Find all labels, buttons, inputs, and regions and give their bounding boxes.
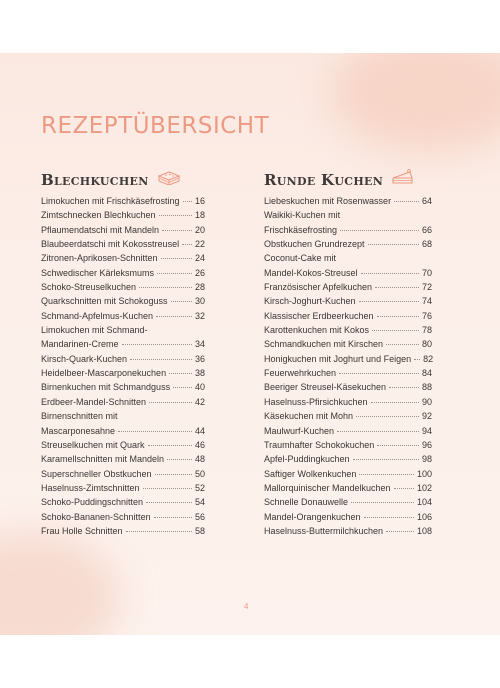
recipe-page-number: 108 (416, 525, 432, 536)
recipe-row (264, 524, 432, 538)
recipe-entry-line (41, 323, 205, 337)
recipe-entry[interactable] (264, 294, 432, 308)
recipe-page-number: 70 (421, 267, 432, 278)
section-heading-label: Blechkuchen (41, 170, 149, 189)
recipe-name: Käsekuchen mit Mohn (264, 411, 354, 422)
recipe-entry[interactable] (264, 395, 432, 409)
dot-leader (337, 431, 419, 432)
dot-leader (161, 258, 192, 259)
recipe-name: Blaubeerdatschi mit Kokosstreusel (41, 239, 180, 250)
recipe-page-number: 106 (416, 511, 432, 522)
recipe-row (41, 309, 205, 323)
recipe-name: Quarkschnitten mit Schokoguss (41, 296, 168, 307)
recipe-name: Beeriger Streusel-Käsekuchen (264, 382, 387, 393)
dot-leader (356, 416, 419, 417)
recipe-page-number: 36 (194, 353, 205, 364)
recipe-page-number: 22 (194, 239, 205, 250)
recipe-page-number: 90 (421, 396, 432, 407)
recipe-row (41, 223, 205, 237)
cake-slice-icon (391, 169, 415, 190)
recipe-name: Heidelbeer-Mascarponekuchen (41, 368, 167, 379)
dot-leader (122, 344, 192, 345)
dot-leader (162, 230, 192, 231)
recipe-name: Haselnuss-Zimtschnitten (41, 482, 140, 493)
recipe-entry[interactable] (264, 481, 432, 495)
recipe-entry[interactable] (41, 438, 205, 452)
recipe-page-number: 26 (194, 267, 205, 278)
recipe-name: Apfel-Puddingkuchen (264, 454, 350, 465)
recipe-entry[interactable] (41, 280, 205, 294)
recipe-page-number: 16 (194, 196, 205, 206)
recipe-page-number: 104 (416, 497, 432, 508)
recipe-row (264, 309, 432, 323)
recipe-name: Obstkuchen Grundrezept (264, 239, 365, 250)
recipe-row (41, 352, 205, 366)
recipe-name: Streuselkuchen mit Quark (41, 439, 145, 450)
recipe-page-number: 46 (194, 439, 205, 450)
dot-leader (377, 316, 419, 317)
recipe-page-number: 82 (423, 353, 434, 364)
dot-leader (375, 287, 419, 288)
recipe-page-number: 30 (194, 296, 205, 307)
recipe-page-number: 78 (421, 325, 432, 336)
recipe-row (264, 495, 432, 509)
recipe-row (41, 380, 205, 394)
recipe-entry[interactable] (41, 352, 205, 366)
recipe-page-number: 24 (194, 253, 205, 264)
dot-leader (368, 244, 419, 245)
recipe-name: Erdbeer-Mandel-Schnitten (41, 396, 147, 407)
recipe-name: Traumhafter Schokokuchen (264, 439, 375, 450)
recipe-name: Schnelle Donauwelle (264, 497, 349, 508)
recipe-page-number: 44 (194, 425, 205, 436)
recipe-entry[interactable] (264, 309, 432, 323)
dot-leader (167, 459, 192, 460)
recipe-name: Feuerwehrkuchen (264, 368, 337, 379)
recipe-row (41, 452, 205, 466)
recipe-name: Schmandkuchen mit Kirschen (264, 339, 384, 350)
section-heading-label: Runde Kuchen (264, 170, 384, 189)
recipe-page-number: 42 (194, 396, 205, 407)
recipe-name: Limokuchen mit Frischkäsefrosting (41, 196, 180, 206)
recipe-page-number: 18 (194, 210, 205, 221)
recipe-entry-line (264, 208, 432, 222)
recipe-entry[interactable] (41, 452, 205, 466)
recipe-page-number: 76 (421, 310, 432, 321)
recipe-page-number: 96 (421, 439, 432, 450)
recipe-entry[interactable] (41, 337, 205, 351)
page-title: REZEPTÜBERSICHT (41, 113, 270, 139)
recipe-name: Französischer Apfelkuchen (264, 282, 373, 293)
dot-leader (340, 230, 419, 231)
recipe-row (41, 438, 205, 452)
recipe-page-number: 38 (194, 368, 205, 379)
recipe-page-number: 32 (194, 310, 205, 321)
recipe-entry[interactable] (264, 237, 432, 251)
recipe-entry[interactable] (41, 223, 205, 237)
recipe-entry[interactable] (264, 424, 432, 438)
recipe-entry[interactable] (264, 409, 432, 423)
recipe-page-number: 66 (421, 224, 432, 235)
dot-leader (126, 531, 192, 532)
recipe-name: Birnenkuchen mit Schmandguss (41, 382, 171, 393)
recipe-entry[interactable] (264, 323, 432, 337)
book-page (0, 53, 500, 635)
recipe-entry[interactable] (264, 194, 432, 208)
recipe-row (41, 424, 205, 438)
recipe-name: Schmand-Apfelmus-Kuchen (41, 310, 154, 321)
recipe-row (264, 366, 432, 380)
recipe-entry[interactable] (264, 380, 432, 394)
recipe-entry[interactable] (41, 380, 205, 394)
page-number: 4 (244, 602, 249, 611)
recipe-row (264, 352, 432, 366)
recipe-entry[interactable] (264, 280, 432, 294)
recipe-row (264, 337, 432, 351)
recipe-row (264, 510, 432, 524)
recipe-name: Karamellschnitten mit Mandeln (41, 454, 165, 465)
recipe-entry[interactable] (41, 237, 205, 251)
recipe-row (41, 280, 205, 294)
dot-leader (183, 201, 192, 202)
dot-leader (353, 459, 419, 460)
dot-leader (377, 445, 419, 446)
recipe-name: Superschneller Obstkuchen (41, 468, 152, 479)
recipe-name: Mandarinen-Creme (41, 339, 119, 350)
recipe-page-number: 54 (194, 497, 205, 508)
recipe-entry[interactable] (264, 223, 432, 237)
recipe-row (264, 237, 432, 251)
recipe-page-number: 20 (194, 224, 205, 235)
recipe-entry[interactable] (41, 510, 205, 524)
recipe-page-number: 58 (194, 525, 205, 536)
recipe-row (41, 294, 205, 308)
recipe-entry[interactable] (264, 467, 432, 481)
recipe-name: Schwedischer Kärleksmums (41, 267, 155, 278)
dot-leader (156, 316, 192, 317)
recipe-row (41, 208, 205, 222)
watercolor-blob-bottom (0, 533, 120, 635)
dot-leader (173, 387, 192, 388)
recipe-row (264, 223, 432, 237)
recipe-page-number: 64 (421, 196, 432, 206)
dot-leader (139, 287, 192, 288)
recipe-name: Mandel-Kokos-Streusel (264, 267, 358, 278)
recipe-name: Schoko-Puddingschnitten (41, 497, 144, 508)
recipe-name: Zitronen-Aprikosen-Schnitten (41, 253, 158, 264)
recipe-entry[interactable] (41, 481, 205, 495)
recipe-entry[interactable] (41, 524, 205, 538)
dot-leader (361, 273, 419, 274)
sheet-cake-icon (157, 169, 181, 190)
recipe-entry[interactable] (41, 395, 205, 409)
recipe-page-number: 34 (194, 339, 205, 350)
recipe-entry[interactable] (41, 424, 205, 438)
recipe-name: Zimtschnecken Blechkuchen (41, 210, 156, 221)
recipe-entry[interactable] (264, 266, 432, 280)
recipe-entry[interactable] (264, 510, 432, 524)
recipe-row (264, 323, 432, 337)
recipe-entry[interactable] (41, 194, 205, 208)
recipe-row (264, 467, 432, 481)
recipe-row (264, 280, 432, 294)
recipe-name-line1: Birnenschnitten mit (41, 411, 118, 422)
dot-leader (171, 301, 192, 302)
recipe-entry[interactable] (264, 366, 432, 380)
recipe-name: Mandel-Orangenkuchen (264, 511, 361, 522)
dot-leader (146, 502, 192, 503)
dot-leader (154, 517, 192, 518)
recipe-page-number: 48 (194, 454, 205, 465)
watercolor-blob-top (330, 53, 500, 153)
recipe-page-number: 84 (421, 368, 432, 379)
recipe-entry[interactable] (41, 495, 205, 509)
dot-leader (359, 301, 419, 302)
section-heading-blechkuchen (41, 169, 181, 190)
recipe-row (264, 395, 432, 409)
dot-leader (394, 488, 414, 489)
recipe-row (264, 266, 432, 280)
recipe-page-number: 28 (194, 282, 205, 293)
recipe-name: Schoko-Bananen-Schnitten (41, 511, 151, 522)
dot-leader (148, 445, 192, 446)
recipe-name: Mallorquinischer Mandelkuchen (264, 482, 391, 493)
recipe-entry[interactable] (41, 251, 205, 265)
recipe-list-blechkuchen (41, 194, 205, 538)
recipe-row (264, 481, 432, 495)
recipe-entry-line (41, 409, 205, 423)
recipe-entry[interactable] (264, 452, 432, 466)
recipe-page-number: 72 (421, 282, 432, 293)
recipe-name: Mascarponesahne (41, 425, 116, 436)
recipe-page-number: 102 (416, 482, 432, 493)
recipe-name: Frischkäsefrosting (264, 224, 338, 235)
recipe-entry[interactable] (41, 366, 205, 380)
recipe-page-number: 68 (421, 239, 432, 250)
dot-leader (339, 373, 419, 374)
recipe-page-number: 50 (194, 468, 205, 479)
recipe-name: Frau Holle Schnitten (41, 525, 123, 536)
recipe-row (41, 337, 205, 351)
recipe-row (41, 510, 205, 524)
recipe-row (41, 495, 205, 509)
recipe-entry-line (264, 251, 432, 265)
recipe-entry[interactable] (41, 294, 205, 308)
recipe-row (41, 366, 205, 380)
recipe-row (264, 452, 432, 466)
dot-leader (372, 330, 419, 331)
recipe-row (41, 524, 205, 538)
dot-leader (386, 344, 419, 345)
dot-leader (118, 431, 192, 432)
recipe-name: Saftiger Wolkenkuchen (264, 468, 357, 479)
recipe-row (264, 194, 432, 208)
dot-leader (155, 474, 192, 475)
dot-leader (414, 359, 420, 360)
dot-leader (157, 273, 192, 274)
dot-leader (143, 488, 192, 489)
recipe-row (264, 380, 432, 394)
recipe-entry[interactable] (264, 495, 432, 509)
recipe-name-line1: Limokuchen mit Schmand- (41, 325, 148, 336)
recipe-list-runde-kuchen (264, 194, 432, 538)
recipe-row (41, 237, 205, 251)
recipe-name: Schoko-Streuselkuchen (41, 282, 137, 293)
recipe-name: Pflaumendatschi mit Mandeln (41, 224, 160, 235)
recipe-name: Maulwurf-Kuchen (264, 425, 335, 436)
recipe-row (41, 194, 205, 208)
recipe-page-number: 92 (421, 411, 432, 422)
recipe-row (41, 395, 205, 409)
dot-leader (130, 359, 192, 360)
recipe-entry[interactable] (41, 266, 205, 280)
section-heading-runde-kuchen (264, 169, 415, 190)
recipe-entry[interactable] (264, 352, 432, 366)
recipe-row (264, 409, 432, 423)
dot-leader (389, 387, 419, 388)
recipe-row (264, 294, 432, 308)
recipe-page-number: 52 (194, 482, 205, 493)
recipe-name: Kirsch-Quark-Kuchen (41, 353, 128, 364)
dot-leader (182, 244, 192, 245)
recipe-page-number: 74 (421, 296, 432, 307)
recipe-entry[interactable] (264, 438, 432, 452)
recipe-page-number: 56 (194, 511, 205, 522)
recipe-name-line1: Coconut-Cake mit (264, 253, 337, 264)
recipe-name: Karottenkuchen mit Kokos (264, 325, 370, 336)
recipe-row (41, 251, 205, 265)
dot-leader (159, 215, 192, 216)
dot-leader (149, 402, 192, 403)
recipe-name: Liebeskuchen mit Rosenwasser (264, 196, 392, 206)
recipe-row (264, 424, 432, 438)
recipe-entry[interactable] (264, 337, 432, 351)
dot-leader (386, 531, 414, 532)
recipe-name: Haselnuss-Buttermilchkuchen (264, 525, 384, 536)
dot-leader (169, 373, 192, 374)
recipe-row (41, 481, 205, 495)
recipe-entry[interactable] (264, 524, 432, 538)
recipe-page-number: 94 (421, 425, 432, 436)
recipe-page-number: 98 (421, 454, 432, 465)
dot-leader (394, 201, 419, 202)
recipe-name: Kirsch-Joghurt-Kuchen (264, 296, 356, 307)
dot-leader (351, 502, 414, 503)
recipe-entry[interactable] (41, 208, 205, 222)
recipe-name: Haselnuss-Pfirsichkuchen (264, 396, 368, 407)
recipe-page-number: 80 (421, 339, 432, 350)
recipe-entry[interactable] (41, 309, 205, 323)
dot-leader (359, 474, 414, 475)
recipe-entry[interactable] (41, 467, 205, 481)
recipe-name: Klassischer Erdbeerkuchen (264, 310, 374, 321)
recipe-name: Honigkuchen mit Joghurt und Feigen (264, 353, 412, 364)
recipe-page-number: 88 (421, 382, 432, 393)
recipe-row (41, 266, 205, 280)
recipe-page-number: 100 (416, 468, 432, 479)
recipe-page-number: 40 (194, 382, 205, 393)
recipe-name-line1: Waikiki-Kuchen mit (264, 210, 341, 221)
recipe-row (41, 467, 205, 481)
recipe-row (264, 438, 432, 452)
dot-leader (364, 517, 414, 518)
dot-leader (371, 402, 419, 403)
